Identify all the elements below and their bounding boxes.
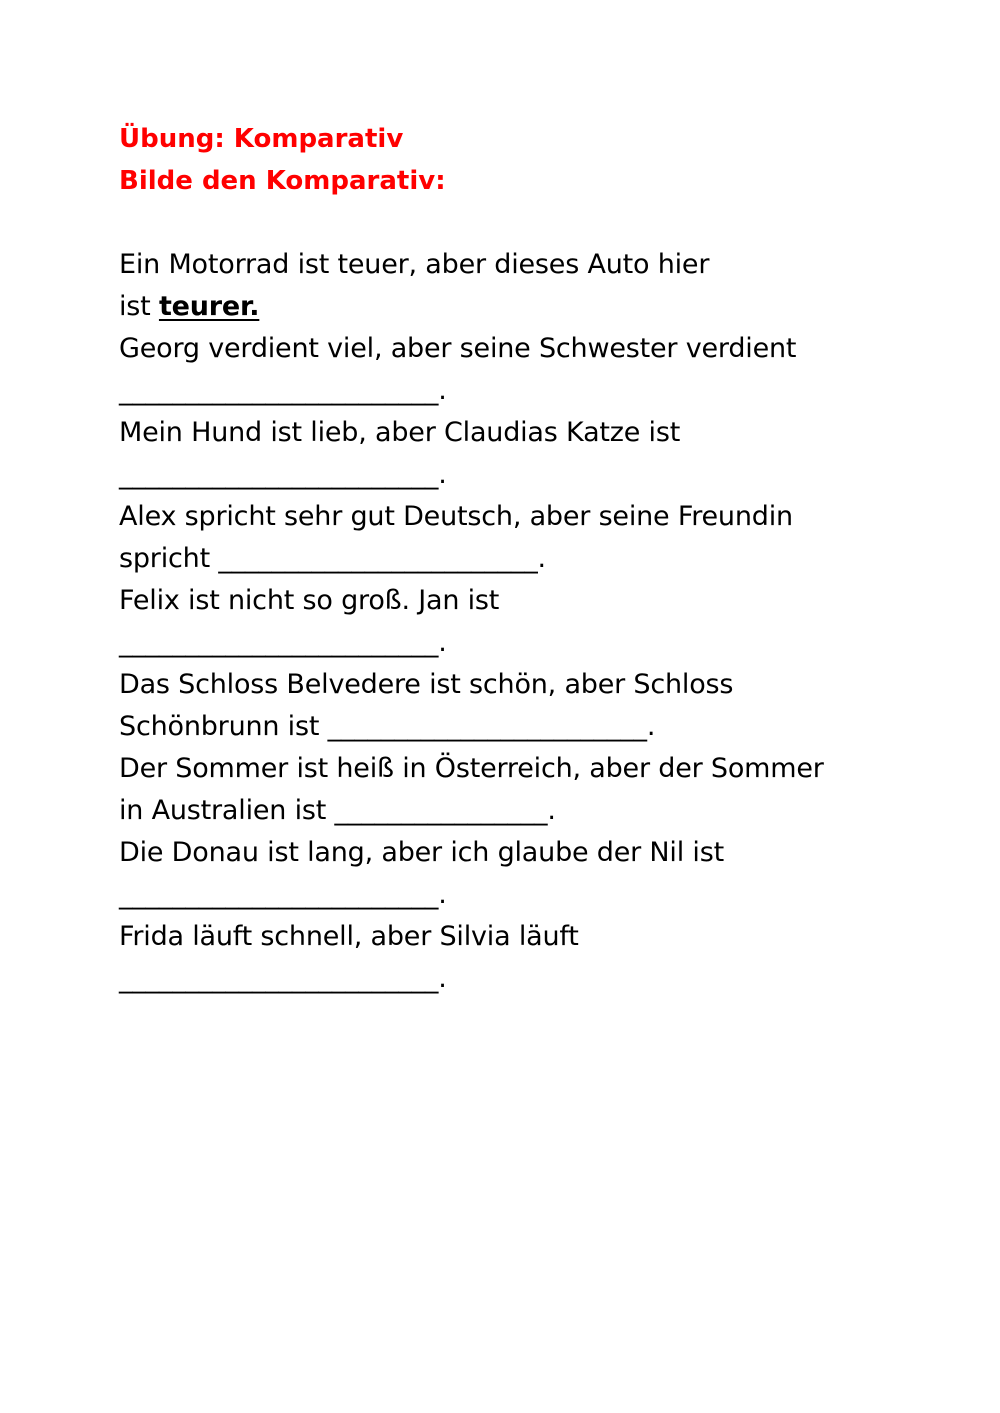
worksheet-title: Übung: Komparativ bbox=[119, 124, 404, 154]
example-prefix: ist bbox=[119, 291, 159, 322]
exercise-line: Georg verdient viel, aber seine Schwester verdient bbox=[119, 333, 797, 364]
exercise-line: Alex spricht sehr gut Deutsch, aber seine Freundin bbox=[119, 501, 793, 532]
exercise-line: Das Schloss Belvedere ist schön, aber Schloss bbox=[119, 669, 734, 700]
exercise-line: Felix ist nicht so groß. Jan ist bbox=[119, 585, 500, 616]
example-sentence-line-2 bbox=[119, 286, 939, 328]
answer-blank-line[interactable]: spricht ________________________. bbox=[119, 543, 546, 574]
exercise-line: Die Donau ist lang, aber ich glaube der Nil ist bbox=[119, 837, 724, 868]
answer-blank-line[interactable]: in Australien ist ________________. bbox=[119, 795, 556, 826]
spacer bbox=[119, 202, 939, 244]
answer-blank-line[interactable]: ________________________. bbox=[119, 627, 447, 658]
answer-blank-line[interactable]: ________________________. bbox=[119, 459, 447, 490]
exercise-line: Der Sommer ist heiß in Österreich, aber der Sommer bbox=[119, 753, 824, 784]
answer-blank-line[interactable]: ________________________. bbox=[119, 879, 447, 910]
answer-blank-line[interactable]: ________________________. bbox=[119, 375, 447, 406]
exercise-line: Mein Hund ist lieb, aber Claudias Katze ist bbox=[119, 417, 681, 448]
example-answer: teurer. bbox=[158, 291, 260, 322]
exercise-line: Frida läuft schnell, aber Silvia läuft bbox=[119, 921, 579, 952]
example-sentence-line-1: Ein Motorrad ist teuer, aber dieses Auto hier bbox=[119, 249, 710, 280]
answer-blank-line[interactable]: Schönbrunn ist ________________________. bbox=[119, 711, 656, 742]
answer-blank-line[interactable]: ________________________. bbox=[119, 963, 447, 994]
worksheet bbox=[119, 118, 939, 1000]
worksheet-instruction: Bilde den Komparativ: bbox=[119, 166, 446, 196]
